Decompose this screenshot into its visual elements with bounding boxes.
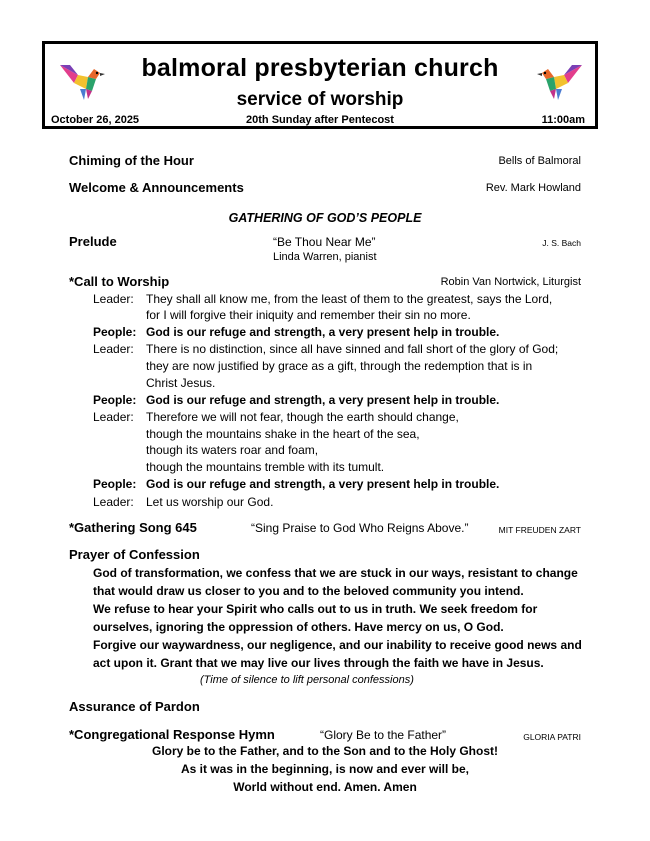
litany-speaker: People: [93,393,137,407]
litany-line: they are now justified by grace as a gift, through the redemption that is in [146,359,533,373]
litany-speaker: Leader: [93,292,134,306]
confession-line: Forgive our waywardness, our negligence, and our inability to receive good news and [93,638,582,652]
prelude-performer: Linda Warren, pianist [273,251,377,263]
confession-line: act upon it. Grant that we may live our lives through the faith we have in Jesus. [93,656,544,670]
call-to-worship-title: *Call to Worship [69,274,170,289]
hymn-line: As it was in the beginning, is now and ever will be, [180,762,470,776]
section-heading-gathering: GATHERING OF GOD’S PEOPLE [228,211,422,225]
hymn-line: Glory be to the Father, and to the Son and to the Holy Ghost! [151,744,498,758]
litany-line: Let us worship our God. [146,495,274,509]
prelude-title: Prelude [69,234,117,249]
chiming-title: Chiming of the Hour [69,153,194,168]
liturgical-day: 20th Sunday after Pentecost [246,114,394,126]
hummingbird-icon [536,61,584,101]
litany-speaker: People: [93,325,137,339]
gathering-song-tune: MIT FREUDEN ZART [498,525,581,535]
assurance-title: Assurance of Pardon [69,699,200,714]
litany-line: God is our refuge and strength, a very present help in trouble. [146,325,500,339]
confession-line: that would draw us closer to you and to the beloved community you intend. [93,584,524,598]
bulletin-header [42,41,598,129]
litany-speaker: Leader: [93,342,134,356]
prelude-piece: “Be Thou Near Me” [273,235,376,249]
litany-line: There is no distinction, since all have sinned and fall short of the glory of God; [146,342,559,356]
litany-line: God is our refuge and strength, a very present help in trouble. [146,477,500,491]
response-hymn-piece: “Glory Be to the Father” [320,728,447,742]
litany-line: Christ Jesus. [146,376,216,390]
confession-line: We refuse to hear your Spirit who calls out to us in truth. We seek freedom for [93,602,538,616]
litany-line: for I will forgive their iniquity and remember their sin no more. [146,308,471,322]
response-hymn-tune: GLORIA PATRI [523,732,581,742]
confession-title: Prayer of Confession [69,547,200,562]
litany-speaker: People: [93,477,137,491]
litany-line: They shall all know me, from the least of them to the greatest, says the Lord, [146,292,553,306]
church-name: balmoral presbyterian church [141,54,499,82]
confession-line: God of transformation, we confess that we are stuck in our ways, resistant to change [93,566,578,580]
gathering-song-piece: “Sing Praise to God Who Reigns Above.” [251,521,469,535]
litany-line: Therefore we will not fear, though the earth should change, [146,410,459,424]
call-to-worship-liturgist: Robin Van Nortwick, Liturgist [440,276,581,288]
service-date: October 26, 2025 [51,114,140,126]
litany-line: though the mountains tremble with its tumult. [146,460,385,474]
hymn-line: World without end. Amen. Amen [233,780,417,794]
service-title: service of worship [236,89,404,110]
confession-line: ourselves, ignoring the oppression of others. Have mercy on us, O God. [93,620,504,634]
litany-line: God is our refuge and strength, a very present help in trouble. [146,393,500,407]
confession-note: (Time of silence to lift personal confessions) [200,674,414,686]
prelude-composer: J. S. Bach [542,238,581,248]
welcome-leader: Rev. Mark Howland [485,182,581,194]
welcome-title: Welcome & Announcements [69,180,244,195]
litany-line: though the mountains shake in the heart of the sea, [146,427,420,441]
litany-speaker: Leader: [93,410,134,424]
response-hymn-title: *Congregational Response Hymn [69,727,275,742]
chiming-leader: Bells of Balmoral [498,155,581,167]
litany-line: though its waters roar and foam, [146,443,319,457]
service-time: 11:00am [541,114,585,126]
litany-speaker: Leader: [93,495,134,509]
gathering-song-title: *Gathering Song 645 [69,520,197,535]
